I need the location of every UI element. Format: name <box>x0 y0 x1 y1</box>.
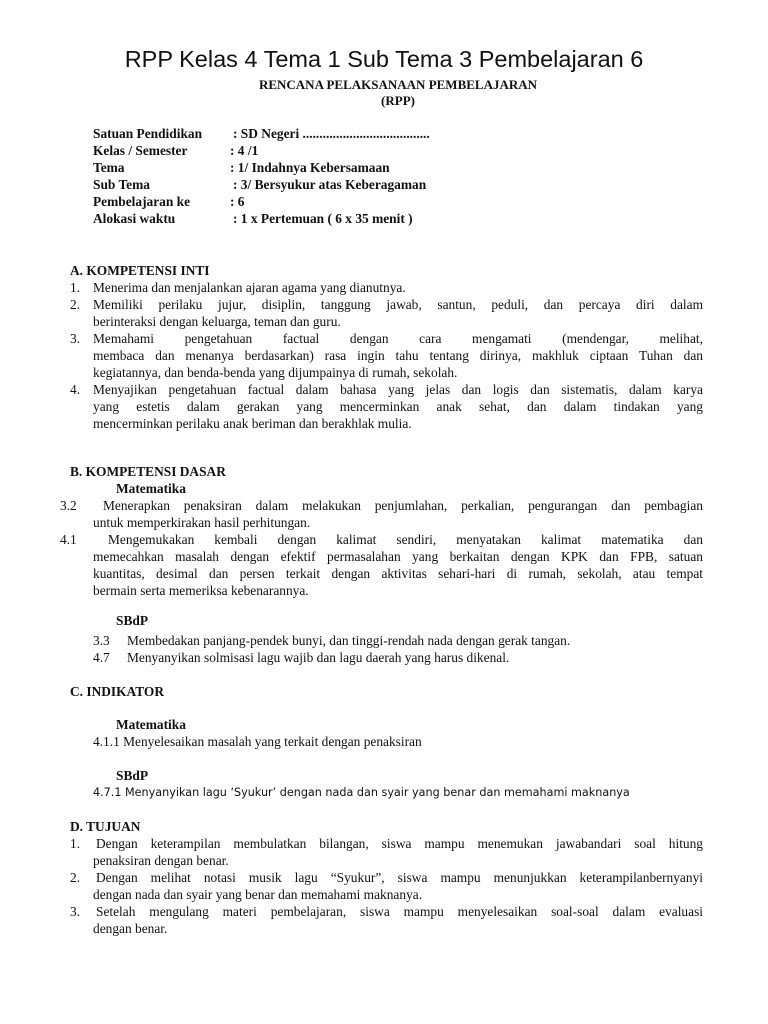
list-number: 3. <box>70 331 81 346</box>
list-item-text: Memiliki perilaku jujur, disiplin, tanggung jawab, santun, peduli, dan percaya diri dalam <box>93 297 703 312</box>
subject-label-matematika: Matematika <box>116 717 186 732</box>
list-number: 2. <box>70 870 81 885</box>
list-item-text: Setelah mengulang materi pembelajaran, siswa mampu menyelesaikan soal-soal dalam evaluasi <box>96 904 703 919</box>
list-item-text: kegiatannya, dan benda-benda yang dijumpainya di rumah, sekolah. <box>93 365 458 380</box>
identity-label: Alokasi waktu <box>93 211 176 226</box>
identity-label: Tema <box>93 160 125 175</box>
list-item-text: Menerapkan penaksiran dalam melakukan penjumlahan, perkalian, pengurangan dan pembagian <box>103 498 703 513</box>
section-title-indikator: C. INDIKATOR <box>70 684 164 699</box>
list-item-text: Menerima dan menjalankan ajaran agama yang dianutnya. <box>93 280 406 295</box>
list-item-text: mencerminkan perilaku anak beriman dan berakhlak mulia. <box>93 416 412 431</box>
list-item-text: penaksiran dengan benar. <box>93 853 229 868</box>
list-item-text: bermain serta memeriksa kebenarannya. <box>93 583 309 598</box>
section-title-kompetensi-dasar: B. KOMPETENSI DASAR <box>70 464 226 479</box>
list-item-text: Mengemukakan kembali dengan kalimat sendiri, menyatakan kalimat matematika dan <box>108 532 703 547</box>
list-item-text: Menyanyikan solmisasi lagu wajib dan lagu daerah yang harus dikenal. <box>127 650 510 665</box>
identity-label: Kelas / Semester <box>93 143 188 158</box>
list-item-text: Memahami pengetahuan factual dengan cara mengamati (mendengar, melihat, <box>93 331 703 346</box>
list-item-text: yang estetis dalam gerakan yang mencerminkan anak sehat, dan dalam tindakan yang <box>93 399 703 414</box>
list-number: 4.1 <box>60 532 77 547</box>
list-number: 4.7 <box>93 650 110 665</box>
subject-label-sbdp: SBdP <box>116 768 149 783</box>
subject-label-sbdp: SBdP <box>116 613 149 628</box>
list-item-text: Menyajikan pengetahuan factual dalam bahasa yang jelas dan logis dan sistematis, dalam karya <box>93 382 703 397</box>
identity-label: Satuan Pendidikan <box>93 126 203 141</box>
list-number: 1. <box>70 280 81 295</box>
page-heading: RPP Kelas 4 Tema 1 Sub Tema 3 Pembelajaran 6 <box>124 46 644 72</box>
document-subtitle: (RPP) <box>381 93 415 108</box>
section-title-kompetensi-inti: A. KOMPETENSI INTI <box>70 263 210 278</box>
identity-value: : SD Negeri ...................................... <box>233 126 430 141</box>
list-item-text: Dengan melihat notasi musik lagu “Syukur”, siswa mampu menunjukkan keterampilanbernyanyi <box>96 870 703 885</box>
list-item-text: berinteraksi dengan keluarga, teman dan guru. <box>93 314 341 329</box>
list-number: 4. <box>70 382 81 397</box>
subject-label-matematika: Matematika <box>116 481 186 496</box>
list-number: 1. <box>70 836 81 851</box>
list-number: 3.2 <box>60 498 77 513</box>
identity-value: : 1 x Pertemuan ( 6 x 35 menit ) <box>233 211 413 226</box>
list-number: 2. <box>70 297 81 312</box>
list-item-text: untuk memperkirakan hasil perhitungan. <box>93 515 311 530</box>
indicator-item: 4.7.1 Menyanyikan lagu ‘Syukur’ dengan nada dan syair yang benar dan memahami maknanya <box>93 786 630 799</box>
list-item-text: Membedakan panjang-pendek bunyi, dan tinggi-rendah nada dengan gerak tangan. <box>127 633 571 648</box>
identity-label: Pembelajaran ke <box>93 194 191 209</box>
list-item-text: membaca dan menanya berdasarkan) rasa ingin tahu tentang dirinya, makhluk ciptaan Tuhan dan <box>93 348 703 363</box>
list-item-text: dengan nada dan syair yang benar dan memahami maknanya. <box>93 887 423 902</box>
identity-value: : 3/ Bersyukur atas Keberagaman <box>233 177 427 192</box>
identity-value: : 6 <box>230 194 245 209</box>
list-item-text: kuantitas, desimal dan persen terkait dengan aktivitas sehari-hari di rumah, sekolah, atau tempat <box>93 566 703 581</box>
list-item-text: Dengan keterampilan membulatkan bilangan, siswa mampu menemukan jawabandari soal hitung <box>96 836 703 851</box>
indicator-item: 4.1.1 Menyelesaikan masalah yang terkait dengan penaksiran <box>93 734 422 749</box>
section-title-tujuan: D. TUJUAN <box>70 819 141 834</box>
list-item-text: dengan benar. <box>93 921 168 936</box>
identity-label: Sub Tema <box>93 177 150 192</box>
identity-value: : 4 /1 <box>230 143 259 158</box>
identity-value: : 1/ Indahnya Kebersamaan <box>230 160 390 175</box>
document-title: RENCANA PELAKSANAAN PEMBELAJARAN <box>258 77 538 92</box>
list-number: 3.3 <box>93 633 110 648</box>
list-item-text: memecahkan masalah dengan efektif permasalahan yang berkaitan dengan KPK dan FPB, satuan <box>93 549 703 564</box>
list-number: 3. <box>70 904 81 919</box>
